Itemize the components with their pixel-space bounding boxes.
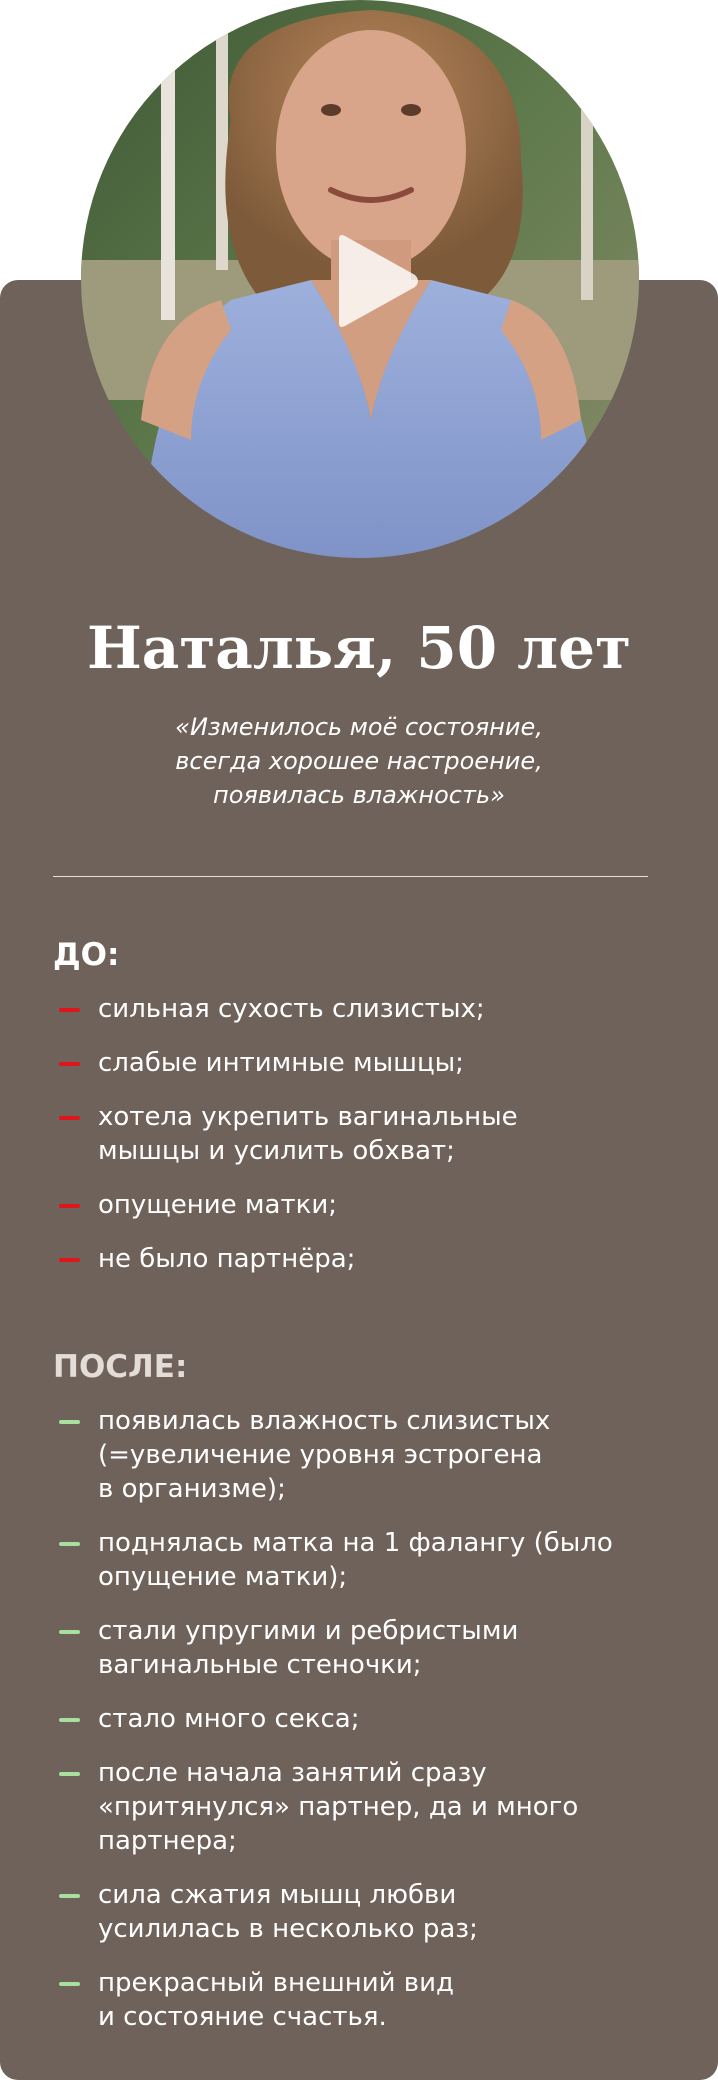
play-icon[interactable]: [331, 233, 421, 329]
after-list: [53, 1404, 653, 2054]
after-item: [53, 1614, 653, 1682]
before-item: [53, 992, 653, 1026]
before-item: [53, 1100, 653, 1168]
before-heading: ДО:: [53, 937, 120, 973]
after-item-text: появилась влажность слизистых (=увеличение уровня эстрогена в организме);: [98, 1406, 551, 1504]
red-dash-icon: [59, 1258, 80, 1262]
section-divider: [53, 876, 648, 877]
testimonial-name: Наталья, 50 лет: [86, 614, 632, 682]
after-item-text: прекрасный внешний вид и состояние счастья.: [98, 1968, 454, 2032]
before-item-text: не было партнёра;: [98, 1244, 356, 1274]
green-dash-icon: [59, 1718, 80, 1722]
green-dash-icon: [59, 1420, 80, 1424]
after-heading: ПОСЛЕ:: [53, 1349, 188, 1385]
green-dash-icon: [59, 1982, 80, 1986]
quote-text: «Изменилось моё состояние, всегда хорошее настроение, появилась влажность»: [175, 713, 543, 809]
before-list: [53, 992, 653, 1296]
green-dash-icon: [59, 1894, 80, 1898]
red-dash-icon: [59, 1204, 80, 1208]
after-item: [53, 1966, 653, 2034]
before-item-text: хотела укрепить вагинальные мышцы и усилить обхват;: [98, 1102, 518, 1166]
after-item-text: поднялась матка на 1 фалангу (было опущение матки);: [98, 1528, 613, 1592]
green-dash-icon: [59, 1772, 80, 1776]
testimonial-quote: [110, 710, 608, 812]
after-item-text: стали упругими и ребристыми вагинальные стеночки;: [98, 1616, 519, 1680]
before-item-text: сильная сухость слизистых;: [98, 994, 485, 1024]
before-item: [53, 1242, 653, 1276]
before-item-text: слабые интимные мышцы;: [98, 1048, 464, 1078]
after-item-text: стало много секса;: [98, 1704, 360, 1734]
after-item-text: после начала занятий сразу «притянулся» партнер, да и много партнера;: [98, 1758, 579, 1856]
green-dash-icon: [59, 1630, 80, 1634]
after-item: [53, 1702, 653, 1736]
red-dash-icon: [59, 1008, 80, 1012]
before-item-text: опущение матки;: [98, 1190, 337, 1220]
after-item: [53, 1756, 653, 1858]
after-item-text: сила сжатия мышц любви усилилась в несколько раз;: [98, 1880, 478, 1944]
after-item: [53, 1404, 653, 1506]
after-item: [53, 1878, 653, 1946]
red-dash-icon: [59, 1062, 80, 1066]
after-item: [53, 1526, 653, 1594]
red-dash-icon: [59, 1116, 80, 1120]
green-dash-icon: [59, 1542, 80, 1546]
before-item: [53, 1188, 653, 1222]
before-item: [53, 1046, 653, 1080]
